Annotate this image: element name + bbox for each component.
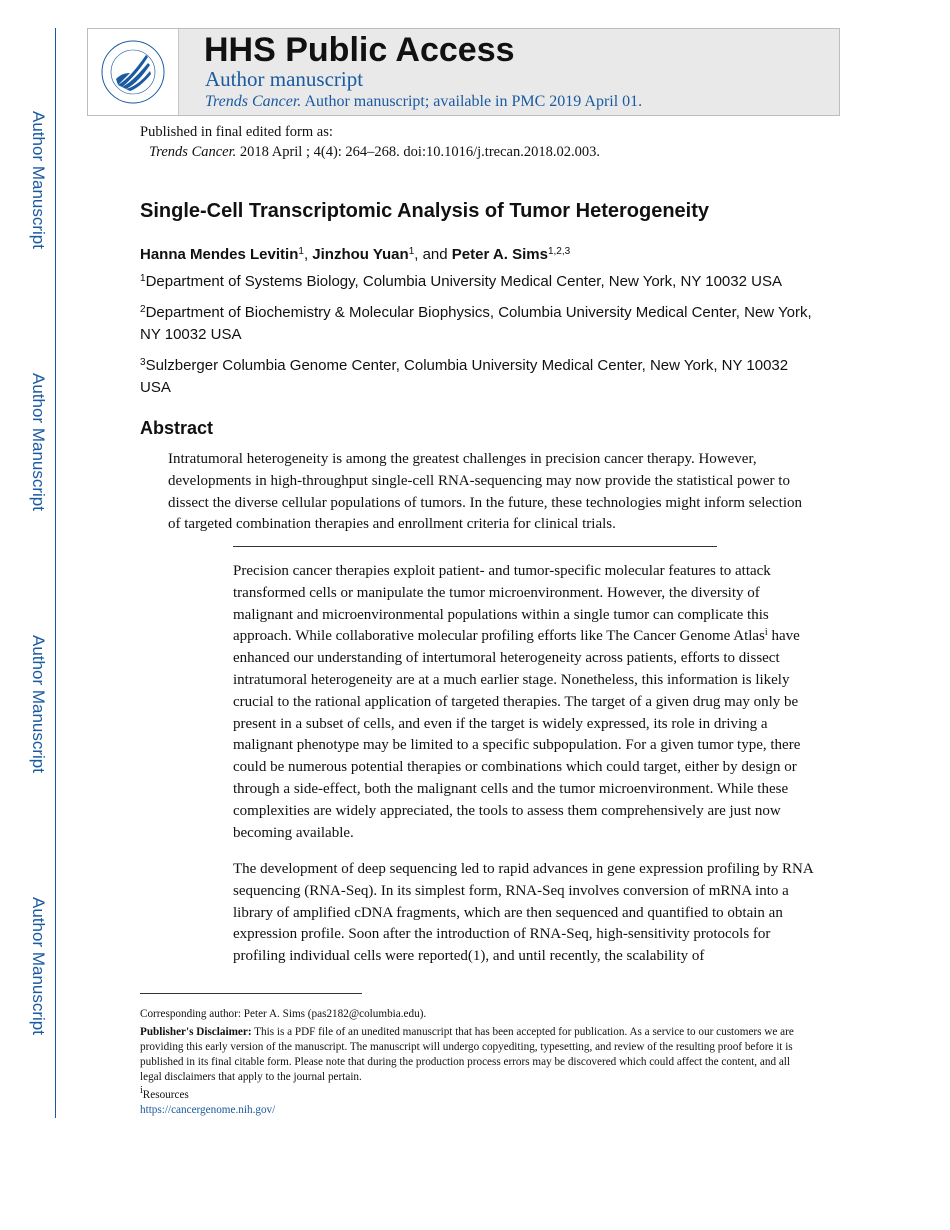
hhs-title: HHS Public Access [204,31,515,69]
resources-footnote: $^i$Resources [140,1085,189,1101]
body-paragraph-2: The development of deep sequencing led to rapid advances in gene expression profiling by RNA sequencing (RNA-Seq). In its simplest form, RNA-Seq involves conversion of mRNA into a library of amplified cDNA fragments, which are then sequenced and quantified to obtain an expression profile. Soon after the introduction of RNA-Seq, high-sensitivity protocols for profiling individual cells were reported(1), and until recently, the scalability of [233,861,813,965]
publication-info: Published in final edited form as: Trends Cancer. 2018 April ; 4(4): 264–268. doi:10.1016/j.trecan.2018.02.003. [140,124,600,160]
hhs-header [87,28,840,116]
hhs-seal [88,29,179,115]
footnote-divider [140,993,362,994]
affiliation-1: $^1$Department of Systems Biology, Columbia University Medical Center, New York, NY 10032 USA [140,273,782,290]
resources-link[interactable]: https://cancergenome.nih.gov/ [140,1104,276,1116]
author-name: Jinzhou Yuan [312,246,409,263]
side-rule [55,28,56,1118]
abstract-divider [233,546,717,547]
author-name: Peter A. Sims [451,246,548,263]
body-paragraph-1: Precision cancer therapies exploit patient- and tumor-specific molecular features to attack transformed cells or manipulate the tumor microenvironment. However, the diversity of malignant and microenvironmental populations within a single tumor can complicate this approach. While collaborative molecular profiling efforts like The Cancer Genome Atlas$^i$ have enhanced our understanding of intertumoral heterogeneity across patients, efforts to dissect intratumoral heterogeneity are at a much earlier stage. Nonetheless, this information is likely crucial to the rational application of targeted therapies. The target of a given drug may only be present in a subset of cells, and even if the target is widely expressed, its role in driving a malignant phenotype may be limited to a specific subpopulation. For a given tumor type, there could be numerous potential therapies or combinations which could target, either by design or through a side-effect, both the malignant cells and the tumor microenvironment. While these complexities are widely appreciated, the tools to assess them comprehensively are just now becoming available. [233,563,801,841]
hhs-seal-icon [100,39,166,105]
publisher-disclaimer: Publisher's Disclaimer: This is a PDF file of an unedited manuscript that has been accepted for publication. As a service to our customers we are providing this early version of the manuscript. The manuscript will undergo copyediting, typesetting, and review of the resulting proof before it is published in its final citable form. Please note that during the production process errors may be discovered which could affect the content, and all legal disclaimers that apply to the journal pertain. [140,1026,794,1083]
affiliation-3: $^3$Sulzberger Columbia Genome Center, Columbia University Medical Center, New York, NY 10032 USA [140,357,789,396]
affiliation-2: $^2$Department of Biochemistry & Molecular Biophysics, Columbia University Medical Center, New York, NY 10032 USA [140,304,812,343]
author-list: Hanna Mendes Levitin$^1$, Jinzhou Yuan$^1$, and Peter A. Sims$^{1,2,3}$ [140,246,571,263]
abstract-heading: Abstract [140,418,214,438]
paper-title: Single-Cell Transcriptomic Analysis of Tumor Heterogeneity [140,200,710,222]
hhs-subtitle: Author manuscript [205,67,364,91]
author-name: Hanna Mendes Levitin [140,246,299,263]
abstract-text: Intratumoral heterogeneity is among the greatest challenges in precision cancer therapy. However, developments in high-throughput single-cell RNA-sequencing may now provide the statistical power to dissect the diverse cellular populations of tumors. In the future, these technologies might inform selection of targeted combination therapies and enrollment criteria for clinical trials. [168,451,803,533]
hhs-availability: Trends Cancer. Author manuscript; available in PMC 2019 April 01. [205,93,643,110]
corresponding-author: Corresponding author: Peter A. Sims (pas2182@columbia.edu). [140,1008,427,1020]
